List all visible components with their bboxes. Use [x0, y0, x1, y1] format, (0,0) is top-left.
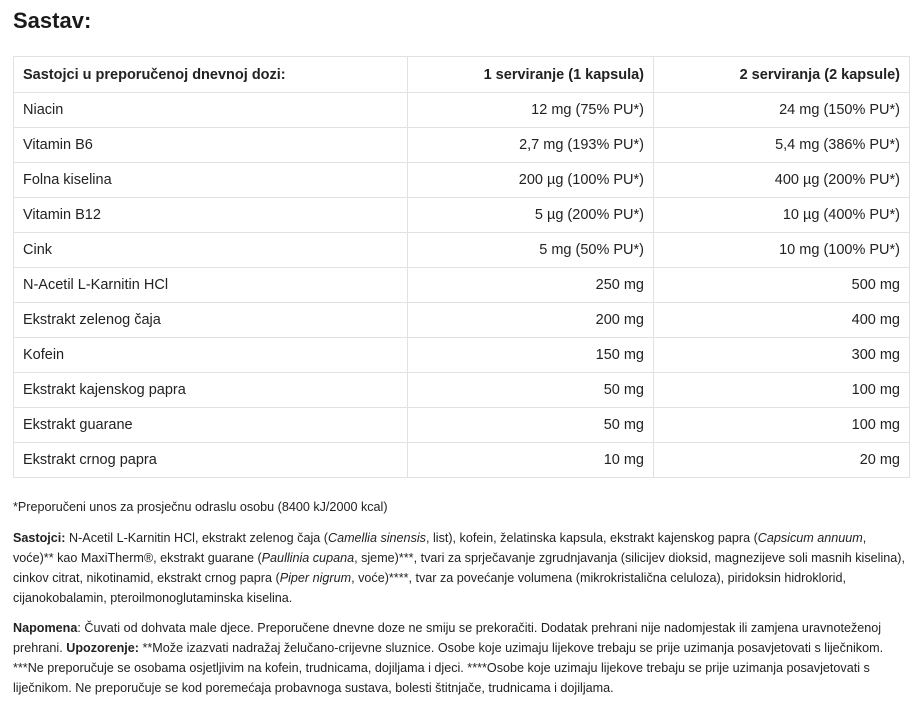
table-row	[14, 93, 910, 128]
ingredient-name: Ekstrakt guarane	[14, 408, 408, 443]
ingredients-paragraph	[13, 528, 906, 608]
notice-paragraph	[13, 618, 906, 698]
amount-two-servings: 10 mg (100% PU*)	[654, 233, 910, 268]
amount-one-serving: 2,7 mg (193% PU*)	[408, 128, 654, 163]
amount-one-serving: 5 µg (200% PU*)	[408, 198, 654, 233]
amount-two-servings: 500 mg	[654, 268, 910, 303]
notice-text: : Čuvati od dohvata male djece. Preporučene dnevne doze ne smiju se prekoračiti. Dodatak prehrani nije nadomjestak ili zamjena uravnoteženoj prehrani.	[13, 621, 882, 655]
reference-intake-note: *Preporučeni unos za prosječnu odraslu osobu (8400 kJ/2000 kcal)	[13, 500, 388, 514]
ingredients-text: , list), kofein, želatinska kapsula, ekstrakt kajenskog papra (	[425, 531, 758, 545]
ingredients-label: Sastojci:	[13, 531, 66, 545]
table-row	[14, 303, 910, 338]
page-title: Sastav:	[13, 8, 92, 33]
table-row	[14, 338, 910, 373]
ingredient-name: Vitamin B6	[14, 128, 408, 163]
latin-name: Paullinia cupana	[261, 551, 355, 565]
column-header-one-serving: 1 serviranje (1 kapsula)	[408, 57, 654, 93]
amount-one-serving: 50 mg	[408, 373, 654, 408]
amount-one-serving: 200 mg	[408, 303, 654, 338]
table-row	[14, 408, 910, 443]
latin-name: Piper nigrum	[279, 571, 352, 585]
ingredients-text: , voće)** kao MaxiTherm®, ekstrakt guarane (	[13, 531, 867, 565]
amount-two-servings: 300 mg	[654, 338, 910, 373]
amount-two-servings: 10 µg (400% PU*)	[654, 198, 910, 233]
amount-two-servings: 100 mg	[654, 373, 910, 408]
amount-two-servings: 100 mg	[654, 408, 910, 443]
ingredient-name: Vitamin B12	[14, 198, 408, 233]
ingredients-text: , sjeme)***, tvari za sprječavanje zgrudnjavanja (silicijev dioksid, magnezijeve soli masnih kiselina), cinkov citrat, nikotinamid, ekstrakt crnog papra (	[13, 551, 905, 585]
nutrition-table	[13, 56, 910, 478]
warning-label: Upozorenje:	[66, 641, 139, 655]
table-row	[14, 373, 910, 408]
ingredient-name: Cink	[14, 233, 408, 268]
amount-one-serving: 10 mg	[408, 443, 654, 478]
ingredient-name: Folna kiselina	[14, 163, 408, 198]
table-row	[14, 128, 910, 163]
ingredients-text: , voće)****, tvar za povećanje volumena (mikrokristalična celuloza), piridoksin hidroklorid, cijanokobalamin, pteroilmonoglutaminska kiselina.	[13, 571, 846, 605]
amount-two-servings: 20 mg	[654, 443, 910, 478]
column-header-ingredient: Sastojci u preporučenoj dnevnoj dozi:	[14, 57, 408, 93]
amount-one-serving: 150 mg	[408, 338, 654, 373]
amount-one-serving: 50 mg	[408, 408, 654, 443]
table-row	[14, 163, 910, 198]
ingredient-name: Ekstrakt crnog papra	[14, 443, 408, 478]
table-header-row	[14, 57, 910, 93]
ingredient-name: Ekstrakt zelenog čaja	[14, 303, 408, 338]
table-row	[14, 233, 910, 268]
ingredients-text: N-Acetil L-Karnitin HCl, ekstrakt zelenog čaja (	[65, 531, 328, 545]
table-row	[14, 443, 910, 478]
ingredient-name: Niacin	[14, 93, 408, 128]
table-row	[14, 198, 910, 233]
notice-label: Napomena	[13, 621, 78, 635]
ingredient-name: Kofein	[14, 338, 408, 373]
ingredient-name: N-Acetil L-Karnitin HCl	[14, 268, 408, 303]
amount-one-serving: 12 mg (75% PU*)	[408, 93, 654, 128]
amount-two-servings: 400 µg (200% PU*)	[654, 163, 910, 198]
warning-text: **Može izazvati nadražaj želučano-crijevne sluznice. Osobe koje uzimaju lijekove trebaju se prije uzimanja posavjetovati s liječnikom. ***Ne preporučuje se osobama osjetljivim na kofein, trudnicama, dojiljama i djeci. ****Osobe koje uzimaju lijekove trebaju se prije uzimanja posavjetovati s liječnikom. Ne preporučuje se kod poremećaja probavnoga sustava, bolesti štitnjače, trudnicama i dojiljama.	[13, 641, 884, 695]
amount-two-servings: 5,4 mg (386% PU*)	[654, 128, 910, 163]
column-header-two-servings: 2 serviranja (2 kapsule)	[654, 57, 910, 93]
amount-one-serving: 5 mg (50% PU*)	[408, 233, 654, 268]
amount-two-servings: 400 mg	[654, 303, 910, 338]
table-row	[14, 268, 910, 303]
latin-name: Capsicum annuum	[757, 531, 863, 545]
amount-one-serving: 250 mg	[408, 268, 654, 303]
ingredient-name: Ekstrakt kajenskog papra	[14, 373, 408, 408]
amount-one-serving: 200 µg (100% PU*)	[408, 163, 654, 198]
amount-two-servings: 24 mg (150% PU*)	[654, 93, 910, 128]
latin-name: Camellia sinensis	[327, 531, 426, 545]
